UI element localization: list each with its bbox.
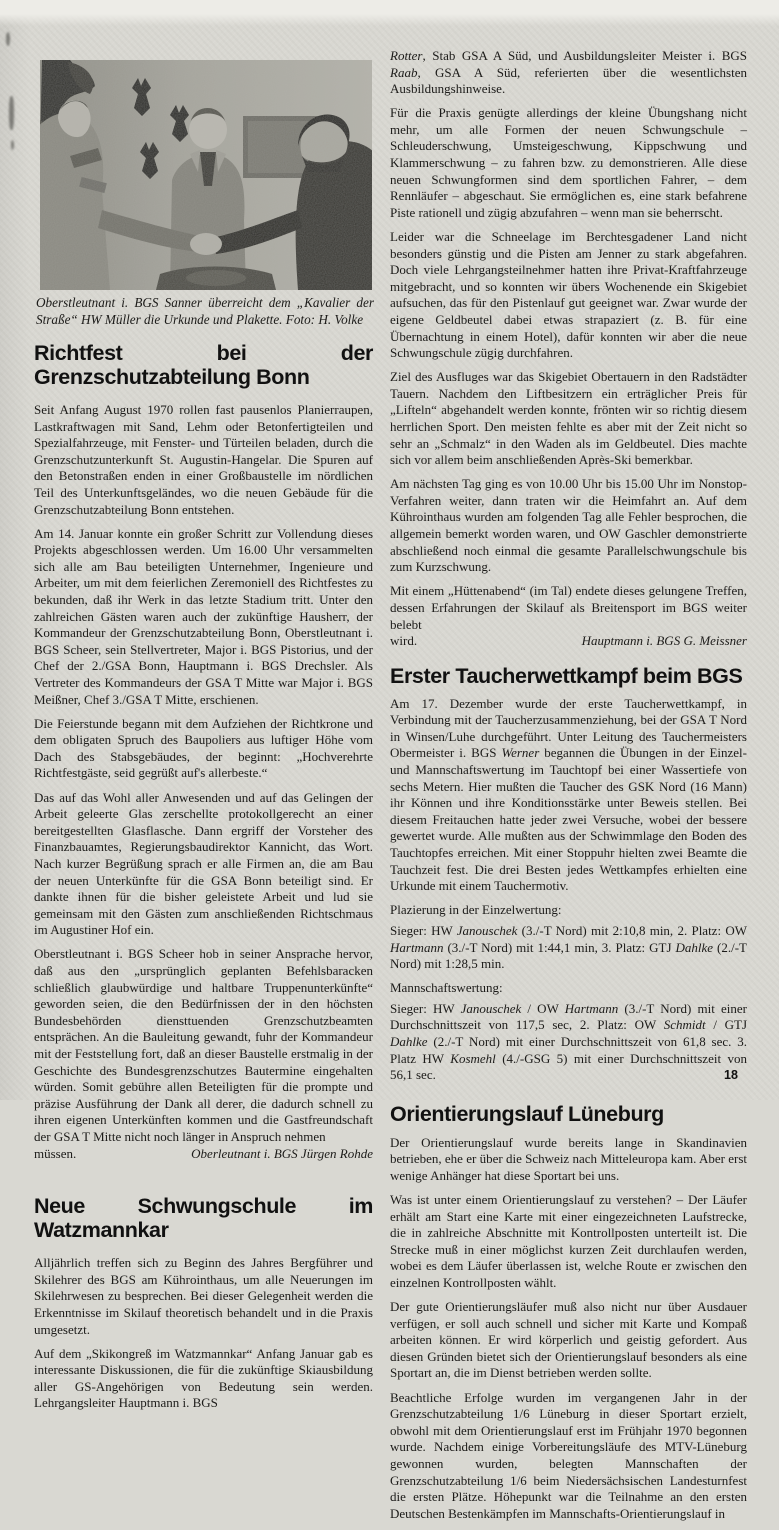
- results-mannschaftswertung: Sieger: HW Janouschek / OW Hartmann (3./-T Nord) mit einer Durchschnittszeit von 117,5 sec, 2. Platz: OW Schmidt / GTJ Dahlke (2./-T Nord) mit einer Durchschnittszeit von 61,8 sec. 3. Platz HW Kosmehl (4./-GSG 5) mit einer Durchschnittszeit von 56,1 sec.: [390, 1000, 748, 1083]
- scan-smudge: [6, 32, 10, 46]
- photo-award-ceremony: [40, 60, 372, 290]
- results-label: Plazierung in der Einzelwertung:: [390, 902, 562, 918]
- paragraph-tail: wird.: [390, 633, 418, 649]
- results-label: Mannschaftswertung:: [390, 980, 503, 996]
- paragraph-tail: müssen.: [34, 1145, 77, 1161]
- paragraph: Am 14. Januar konnte ein großer Schritt zur Vollendung dieses Projekts abgeschlossen werden. Um 16.00 Uhr versammelten sich alle am Bau beteiligten Unternehmer, Ingenieure und Arbeiter, um mit dem feierlichen Zeremoniell des Richtfestes zu bekunden, daß ihr Werk in das letzte Stadium tritt. Unter den zahlreichen Gästen waren auch der zukünftige Hausherr, der Kommandeur der Grenzschutzabteilung Bonn, Oberstleutnant i. BGS Scheer, sein Stellvertreter, Major i. BGS Pistorius, und der Chef der 2./GSA Bonn, Hauptmann i. BGS Drechsler. Als Vertreter des Kommandeurs der GSA T Mitte war Major i. BGS Meißner, Chef 3./GSA T Mitte, erschienen.: [34, 525, 373, 707]
- paragraph: Die Feierstunde begann mit dem Aufziehen der Richtkrone und dem obligaten Spruch des Baupoliers aus luftiger Höhe vom Dach des Stabsgebäudes, der beginnt: „Hochverehrte Richtfestgäste, seid gegrüßt auf's allerbeste.“: [34, 715, 373, 781]
- photo-illustration: [40, 60, 372, 290]
- paragraph-endline: [34, 1146, 373, 1163]
- paragraph: Das auf das Wohl aller Anwesenden und auf das Gelingen der Arbeit geleerte Glas zerschellte protokollgerecht an einer bereitgestellten Glasflasche. Dann ergriff der Vorsteher des Finanzbauamtes, Regierungsbaudirektor Kannicht, das Wort. Nach kurzer Begrüßung sprach er alle Firmen an, die am Bau der neuen Unterkünfte für die GSA Bonn beteiligt sind. Er dankte ihnen für die bisher geleistete Arbeit und lud sie gemeinsam mit den Gästen zum anschließenden Richtschmaus im Augustiner Hof ein.: [34, 789, 373, 938]
- paragraph: Oberstleutnant i. BGS Scheer hob in seiner Ansprache hervor, daß aus den „ursprünglich geplanten Befehlsbaracken schließlich glaubwürdige und haltbare Truppenunterkünfte“ geworden seien, die den Bedürfnissen der in den höchsten Bundesbehörden diensttuenden Grenzschutzbeamten entsprächen. An die Bauleitung gewandt, fuhr der Kommandeur mit der Feststellung fort, daß an dieser Baustelle erstmalig in der Geschichte des Bundesgrenzschutzes Bautermine eingehalten würden. Somit gebühre allen Beteiligten für die prompte und präzise Ausführung der Dank all derer, die dadurch schnell zu ihren eigenen Unterkünften kommen und die Gastfreundschaft der GSA T Mitte nicht noch länger in Anspruch nehmen: [34, 946, 373, 1144]
- paragraph: Der Orientierungslauf wurde bereits lange in Skandinavien betrieben, ehe er über die Schweiz nach Mitteleuropa kam. Aber erst wenige Anhänger hat diese Sportart bei uns.: [390, 1134, 747, 1183]
- paragraph: Beachtliche Erfolge wurden im vergangenen Jahr in der Grenzschutzabteilung 1/6 Lüneburg in dieser Sportart erzielt, obwohl mit dem Orientierungslauf erst im Frühjahr 1970 begonnen wurde. Nachdem einige Vorbereitungsläufe des MTV-Lüneburg gewonnen wurden, belegten Mannschaften der Grenzschutzabteilung 1/6 beim Niedersächsischen Landesturnfest die ersten Plätze. Höhepunkt war die Teilnahme an den ersten Deutschen Bestenkämpfen im Mannschafts-Orientierungslauf in: [390, 1389, 747, 1521]
- headline-taucherwettkampf: Erster Taucherwettkampf beim BGS: [390, 663, 743, 688]
- paragraph: Am 17. Dezember wurde der erste Taucherwettkampf, in Verbindung mit der Taucherzusammenziehung, bei der GSA T Nord in Winsen/Luhe durchgeführt. Unter Leitung des Tauchermeisters Obermeister i. BGS Werner begannen die Übungen in der Einzel- und Mannschaftswertung im Tauchtopf bei einer Wassertiefe von sechs Metern. Hier mußten die Taucher des GSK Nord (16 Mann) ihr Können und ihre Konditionsstärke unter Beweis stellen. Bei diesem Freitauchen hatte jeder zwei Versuche, wobei der bessere gewertet wurde. Alle mußten aus der Schwimmlage den Boden des Tauchtopfes erreichen. Mit einer Stoppuhr hielten zwei Beamte die Tauchzeit fest. Die drei Besten jedes Wettkampfes erhielten eine Urkunde mit einem Tauchermotiv.: [390, 695, 747, 894]
- paragraph: Auf dem „Skikongreß im Watzmannkar“ Anfang Januar gab es interessante Diskussionen, die für die zukünftige Skiausbildung aller GS-Angehörigen von Bedeutung sein werden. Lehrgangsleiter Hauptmann i. BGS: [34, 1345, 373, 1411]
- photo-caption: Oberstleutnant i. BGS Sanner überreicht dem „Kavalier der Straße“ HW Müller die Urkunde und Plakette. Foto: H. Volke: [36, 295, 374, 327]
- page-number: 18: [724, 1068, 738, 1082]
- paragraph: Rotter, Stab GSA A Süd, und Ausbildungsleiter Meister i. BGS Raab, GSA A Süd, referierten über die wesentlichsten Ausbildungshinweise.: [390, 48, 747, 97]
- right-column: [390, 48, 747, 1530]
- headline-orientierungslauf: Orientierungslauf Lüneburg: [390, 1101, 664, 1126]
- headline-richtfest: Richtfest bei der Grenzschutzabteilung Bonn: [34, 341, 373, 389]
- paragraph: Für die Praxis genügte allerdings der kleine Übungshang nicht mehr, um alle Formen der neuen Schwungschule – Schleuderschwung, Umsteigeschwung, Kippschwung und Klammerschwung – zu fahren bzw. zu demonstrieren. Alle diese neuen Schwungformen sind dem sportlichen Fahrer, – dem Rennläufer – abgeschaut. Sie ermöglichen es, eine stark befahrene Piste rationell und zügig abzufahren – wenn man sie beherrscht.: [390, 105, 747, 220]
- byline-rohde: Oberleutnant i. BGS Jürgen Rohde: [191, 1145, 373, 1161]
- scan-smudge: [9, 96, 14, 130]
- paragraph: Seit Anfang August 1970 rollen fast pausenlos Planierraupen, Lastkraftwagen mit Sand, Lehm oder Betonfertigteilen und Spezialfahrzeuge, mit Fenster- und Türteilen beladen, durch die Grenzschutzunterkunft St. Augustin-Hangelar. Die Spuren auf den Betonstraßen enden in einer Großbaustelle im nördlichen Teil des Unterkunftsgeländes, wo die neuen Gebäude für die Grenzschutzabteilung Bonn entstehen.: [34, 402, 373, 517]
- paragraph-endline: [390, 633, 747, 650]
- paragraph: Was ist unter einem Orientierungslauf zu verstehen? – Der Läufer erhält am Start eine Karte mit einer eingezeichneten Laufstrecke, die in zahlreiche Abschnitte mit Kontrollposten unterteilt ist. Die Strecke muß in einer möglichst kurzen Zeit durchlaufen werden, wobei es dem Läufer überlassen ist, welche Route er zwischen den einzelnen Kontrollposten wählt.: [390, 1192, 747, 1290]
- paragraph: Der gute Orientierungsläufer muß also nicht nur über Ausdauer verfügen, er soll auch schnell und sicher mit Karte und Kompaß arbeiten können. Er wird körperlich und geistig gefordert. Aus diesen Gründen bietet sich der Orientierungslauf besonders als eine Sportart an, die im Dienst betrieben werden sollte.: [390, 1299, 747, 1381]
- byline-meissner: Hauptmann i. BGS G. Meissner: [581, 633, 747, 649]
- paragraph: Ziel des Ausfluges war das Skigebiet Obertauern in den Radstädter Tauern. Nachdem den Liftbesitzern ein erträglicher Preis für „Lifteln“ abgehandelt werden konnte, frönten wir so richtig diesem herrlichen Sport. Den meisten fehlte es aber mit der Zeit nicht so sehr an „Schmalz“ in den Waden als im Geldbeutel. Dies machte sich vor allem beim anschließenden Après-Ski bemerkbar.: [390, 369, 747, 468]
- results-einzelwertung: Sieger: HW Janouschek (3./-T Nord) mit 2:10,8 min, 2. Platz: OW Hartmann (3./-T Nord) mit 1:44,1 min, 3. Platz: GTJ Dahlke (2./-T Nord) mit 1:28,5 min.: [390, 922, 747, 972]
- left-column: [34, 341, 373, 1419]
- scan-smudge: [11, 140, 14, 150]
- paragraph: Alljährlich treffen sich zu Beginn des Jahres Bergführer und Skilehrer des BGS am Kührointhaus, um alle Neuerungen im Skilehrwesen zu besprechen. Bei dieser Gelegenheit werden die Erkenntnisse im Skilauf theoretisch behandelt und in die Praxis umgesetzt.: [34, 1255, 373, 1337]
- paragraph: Mit einem „Hüttenabend“ (im Tal) endete dieses gelungene Treffen, dessen Erfahrungen der Skilauf als Breitensport im BGS weiter belebt: [390, 583, 747, 632]
- paragraph: Leider war die Schneelage im Berchtesgadener Land nicht besonders günstig und die Pisten am Jenner zu stark abgefahren. Doch viele Lehrgangsteilnehmer hatten ihre Privat-Kraftfahrzeuge mitgebracht, und so konnten wir übers Wochenende ein Skigebiet aufsuchen, das für den Pistenlauf gut geeignet war. Zwar wurde der eigene Geldbeutel dabei etwas strapaziert (z. B. für eine Übernachtung in einem Hotel), dafür konnten wir aber die neue Schwungschule zügig durchfahren.: [390, 228, 747, 361]
- paragraph: Am nächsten Tag ging es von 10.00 Uhr bis 15.00 Uhr im Nonstop-Verfahren weiter, dann traten wir die Heimfahrt an. Auf dem Kührointhaus wurden am folgenden Tag alle Fehler besprochen, die allgemein bemerkt worden waren, und OW Gaschler demonstrierte abschließend noch einmal die gesamte Parallelschwungschule bis zum Kurzschwung.: [390, 476, 747, 575]
- headline-schwungschule: Neue Schwungschule im Watzmannkar: [34, 1194, 373, 1243]
